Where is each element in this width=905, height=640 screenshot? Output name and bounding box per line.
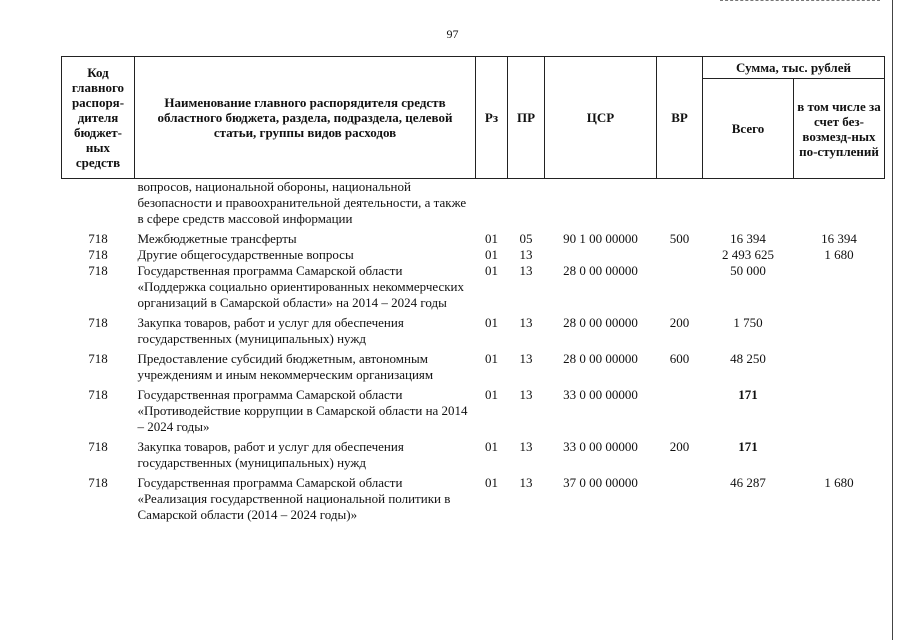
page-number: 97 (446, 27, 459, 41)
cell-total: 1 750 (733, 315, 763, 330)
cell-name: Государственная программа Самарской области «Поддержка социально ориентированных некоммерческих организаций в Самарской области» на 2014 – 2024 годы (137, 263, 464, 310)
table-row (62, 315, 885, 347)
cell-code: 718 (88, 439, 108, 454)
cell-pr: 13 (519, 439, 533, 454)
cell-rz: 01 (485, 231, 498, 246)
cell-vr: 500 (669, 231, 690, 246)
cell-vr (657, 387, 703, 435)
cell-total: 50 000 (730, 263, 766, 278)
cell-csr: 90 1 00 00000 (563, 231, 638, 246)
cell-code: 718 (88, 387, 108, 402)
header-code: Код главного распоря-дителя бюджет-ных средств (62, 57, 135, 179)
cell-code: 718 (88, 247, 108, 262)
cell-csr: 28 0 00 00000 (563, 315, 638, 330)
table-header (62, 57, 885, 179)
table-body (62, 179, 885, 524)
cell-code: 718 (88, 475, 108, 490)
cell-code: 718 (88, 263, 108, 278)
cell-vr: 200 (669, 315, 690, 330)
cell-rz: 01 (485, 439, 498, 454)
table-row (62, 263, 885, 311)
header-rz: Рз (476, 57, 508, 179)
cell-pr: 13 (519, 475, 533, 490)
cell-total: 171 (738, 387, 758, 402)
cell-rz: 01 (485, 263, 498, 278)
cell-csr: 33 0 00 00000 (563, 387, 638, 402)
table-row (62, 247, 885, 263)
header-vr: ВР (657, 57, 703, 179)
cell-pr: 13 (519, 247, 533, 262)
cell-total: 46 287 (730, 475, 766, 490)
cell-vr (657, 263, 703, 311)
cell-gratuitous: 1 680 (824, 247, 854, 262)
cell-pr: 13 (519, 263, 533, 278)
cell-gratuitous: 16 394 (821, 231, 857, 246)
cell-total: 16 394 (730, 231, 766, 246)
cell-pr: 13 (519, 315, 533, 330)
header-sum: Сумма, тыс. рублей (703, 57, 885, 79)
cell-pr: 05 (519, 231, 533, 246)
cell-csr: 28 0 00 00000 (563, 351, 638, 366)
table-row (62, 351, 885, 383)
cell-name: Межбюджетные трансферты (137, 231, 297, 246)
cell-gratuitous (794, 439, 885, 471)
cell-gratuitous (794, 315, 885, 347)
cell-name: Государственная программа Самарской области «Реализация государственной национальной политики в Самарской области (2014 – 2024 годы)» (137, 475, 451, 522)
cell-csr: 33 0 00 00000 (563, 439, 638, 454)
table-row (62, 475, 885, 523)
cell-pr: 13 (519, 351, 533, 366)
header-gratuitous: в том числе за счет без-возмезд-ных по-ступлений (794, 79, 885, 179)
cell-vr (657, 475, 703, 523)
cell-name: Другие общегосударственные вопросы (137, 247, 354, 262)
table-row (62, 387, 885, 435)
cell-total: 2 493 625 (722, 247, 774, 262)
cell-rz: 01 (485, 247, 498, 262)
cell-pr: 13 (519, 387, 533, 402)
cell-gratuitous (794, 351, 885, 383)
cell-name: Закупка товаров, работ и услуг для обеспечения государственных (муниципальных) нужд (137, 439, 404, 470)
table-row (62, 439, 885, 471)
header-csr: ЦСР (545, 57, 657, 179)
cell-rz: 01 (485, 475, 498, 490)
cell-rz: 01 (485, 351, 498, 366)
cell-code: 718 (88, 351, 108, 366)
top-edge-rule (720, 0, 880, 1)
cell-total: 171 (738, 439, 758, 454)
cell-total: 48 250 (730, 351, 766, 366)
cell-rz: 01 (485, 315, 498, 330)
table-row (62, 231, 885, 247)
cell-name: Государственная программа Самарской области «Противодействие коррупции в Самарской области на 2014 – 2024 годы» (137, 387, 468, 434)
cell-code: 718 (88, 231, 108, 246)
cell-vr (657, 247, 703, 263)
cell-vr: 200 (669, 439, 690, 454)
header-name: Наименование главного распорядителя средств областного бюджета, раздела, подраздела, целевой статьи, группы видов расходов (135, 57, 476, 179)
cell-gratuitous (794, 387, 885, 435)
cell-name: Закупка товаров, работ и услуг для обеспечения государственных (муниципальных) нужд (137, 315, 404, 346)
cell-gratuitous: 1 680 (824, 475, 854, 490)
continuation-text: вопросов, национальной обороны, национальной безопасности и правоохранительной деятельности, а также в сфере средств массовой информации (137, 179, 467, 226)
header-pr: ПР (508, 57, 545, 179)
page-right-edge (892, 0, 893, 640)
cell-csr: 37 0 00 00000 (563, 475, 638, 490)
cell-vr: 600 (669, 351, 690, 366)
cell-csr (545, 247, 657, 263)
budget-table (61, 56, 885, 523)
header-total: Всего (703, 79, 794, 179)
table-row-continuation (62, 179, 885, 228)
cell-rz: 01 (485, 387, 498, 402)
cell-csr: 28 0 00 00000 (563, 263, 638, 278)
cell-gratuitous (794, 263, 885, 311)
cell-code: 718 (88, 315, 108, 330)
cell-name: Предоставление субсидий бюджетным, автономным учреждениям и иным некоммерческим организациям (137, 351, 434, 382)
